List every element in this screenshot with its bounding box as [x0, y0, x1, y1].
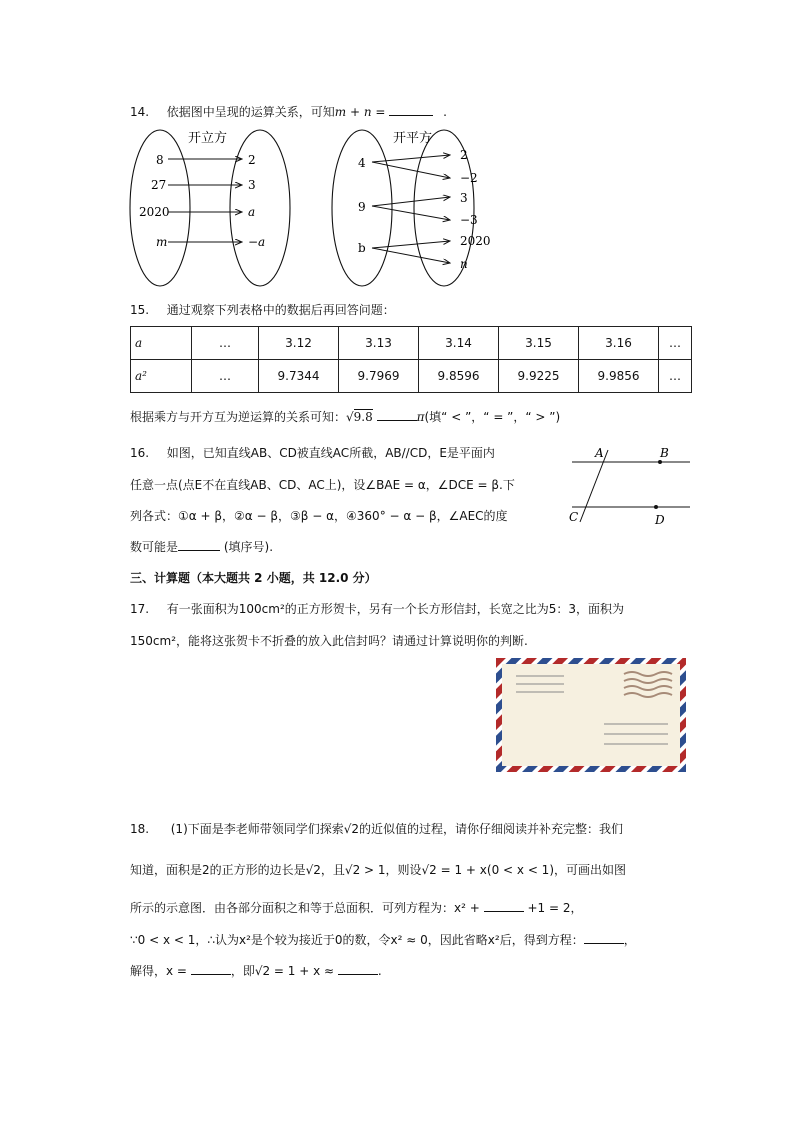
q18-text-4-post: ，: [623, 933, 636, 947]
label-C: C: [569, 510, 579, 524]
label-A: A: [595, 446, 604, 460]
right-output-6: n: [460, 257, 468, 271]
table-row: [131, 360, 692, 393]
q18-line-1: [130, 821, 623, 837]
q18-line-5: [130, 962, 382, 979]
q14-mapping-diagram: [128, 124, 498, 290]
q15-after-post: (填“ < ”，“ = ”，“ > ”): [424, 410, 561, 424]
q14-number: 14.: [130, 105, 150, 119]
left-title: 开立方: [188, 131, 228, 146]
table-cell: 3.13: [339, 327, 419, 360]
table-row: [131, 327, 692, 360]
right-input-3: b: [358, 241, 366, 255]
table-cell: …: [659, 327, 692, 360]
table-cell: 9.9225: [499, 360, 579, 393]
q17-line-1: [130, 601, 624, 617]
envelope-body: [502, 664, 680, 766]
left-input-3: 2020: [139, 205, 170, 219]
table-cell: …: [659, 360, 692, 393]
q14-answer-blank[interactable]: [389, 103, 433, 116]
q18-text-5-c: .: [377, 964, 382, 978]
q14-end: .: [443, 105, 447, 119]
q14-stem: 依据图中呈现的运算关系，可知: [166, 105, 335, 119]
q15-number: 15.: [130, 303, 150, 317]
q16-text-2: 任意一点(点E不在直线AB、CD、AC上)，设∠BAE = α，∠DCE = β.下: [130, 478, 515, 492]
q15-after-pre: 根据乘方与开方互为逆运算的关系可知：: [130, 410, 347, 424]
right-output-5: 2020: [460, 234, 491, 248]
left-output-1: 2: [248, 153, 256, 167]
right-title: 开平方: [393, 131, 433, 146]
point-D: [654, 505, 658, 509]
point-B: [658, 460, 662, 464]
q15-pi: π: [416, 410, 425, 424]
q17-text-2: 150cm²，能将这张贺卡不折叠的放入此信封吗？请通过计算说明你的判断.: [130, 634, 528, 648]
q17-text-1: 有一张面积为100cm²的正方形贺卡，另有一个长方形信封，长宽之比为5：3，面积为: [166, 602, 625, 616]
q18-text-5-b: ，即√2 = 1 + x ≈: [230, 964, 335, 978]
q18-blank-2[interactable]: [584, 931, 624, 944]
q15-stem: 通过观察下列表格中的数据后再回答问题：: [166, 303, 395, 317]
right-output-1: 2: [460, 148, 468, 162]
right-input-1: 4: [358, 156, 366, 170]
q18-number: 18.: [130, 822, 150, 836]
q15-answer-blank[interactable]: [377, 408, 417, 421]
table-cell: 3.14: [419, 327, 499, 360]
right-arrow-b-2020: [372, 241, 450, 248]
table-cell: 3.15: [499, 327, 579, 360]
table-cell: 9.7969: [339, 360, 419, 393]
q16-text-4-pre: 数可能是: [130, 540, 179, 554]
q18-blank-3[interactable]: [191, 962, 231, 975]
table-cell: 9.8596: [419, 360, 499, 393]
table-cell: …: [192, 360, 259, 393]
table-cell: 3.16: [579, 327, 659, 360]
q18-line-2: [130, 862, 626, 878]
q15-conclusion: [130, 408, 560, 425]
q16-line-1: [130, 445, 495, 461]
q15-text: [130, 302, 395, 318]
q18-text-4-pre: ∵0 < x < 1，∴认为x²是个较为接近于0的数，令x² ≈ 0，因此省略x²后，得到方程：: [130, 933, 584, 947]
q18-line-4: [130, 931, 636, 948]
left-output-ellipse: [230, 130, 290, 286]
q18-text-3-post: +1 = 2，: [527, 901, 583, 915]
right-arrow-9-3: [372, 197, 450, 206]
q17-line-2: [130, 633, 528, 649]
table-cell: 9.7344: [259, 360, 339, 393]
q16-number: 16.: [130, 446, 150, 460]
right-output-3: 3: [460, 191, 468, 205]
label-B: B: [660, 446, 669, 460]
left-input-4: m: [156, 235, 168, 249]
q15-data-table: [130, 326, 692, 393]
q16-answer-blank[interactable]: [178, 538, 220, 551]
sqrt-sign: √: [346, 410, 354, 424]
q16-parallel-lines-figure: [566, 444, 696, 530]
label-D: D: [655, 513, 665, 527]
table-cell: a: [131, 327, 192, 360]
q16-line-3: [130, 508, 508, 524]
table-cell: 3.12: [259, 327, 339, 360]
q16-text-4-post: (填序号).: [223, 540, 274, 554]
left-input-2: 27: [151, 178, 167, 192]
right-output-4: −3: [460, 213, 478, 227]
right-input-2: 9: [358, 200, 366, 214]
section-3-title: 三、计算题（本大题共 2 小题，共 12.0 分）: [130, 571, 377, 585]
right-arrow-4-2: [372, 155, 450, 162]
q18-blank-4[interactable]: [338, 962, 378, 975]
left-output-2: 3: [248, 178, 256, 192]
q16-line-4: [130, 538, 273, 555]
left-output-4: −a: [248, 235, 266, 249]
q18-blank-1[interactable]: [484, 899, 524, 912]
table-cell: 9.9856: [579, 360, 659, 393]
left-output-3: a: [248, 205, 256, 219]
envelope-image: [496, 658, 688, 774]
right-arrow-4-neg2: [372, 162, 450, 178]
q18-text-2: 知道，面积是2的正方形的边长是√2，且√2 > 1，则设√2 = 1 + x(0 < x < 1)，可画出如图: [130, 863, 627, 877]
table-cell: a²: [131, 360, 192, 393]
q18-text-1: (1)下面是李老师带领同学们探索√2的近似值的过程，请你仔细阅读并补充完整：我们: [170, 822, 624, 836]
right-output-2: −2: [460, 171, 478, 185]
q18-text-5-a: 解得，x =: [130, 964, 187, 978]
q17-number: 17.: [130, 602, 150, 616]
q16-text-1: 如图，已知直线AB、CD被直线AC所截，AB//CD，E是平面内: [166, 446, 495, 460]
q15-sqrt-value: 9.8: [353, 410, 373, 424]
q18-line-3: [130, 899, 582, 916]
q16-text-3: 列各式：①α + β，②α − β，③β − α，④360° − α − β，∠AEC的度: [130, 509, 508, 523]
q14-expr: m + n =: [334, 105, 386, 119]
q16-line-2: [130, 477, 515, 493]
right-arrow-9-neg3: [372, 206, 450, 220]
left-input-1: 8: [156, 153, 164, 167]
table-cell: …: [192, 327, 259, 360]
q14-text: [130, 103, 447, 120]
line-AC: [580, 450, 608, 522]
q18-text-3-pre: 所示的示意图．由各部分面积之和等于总面积．可列方程为：x² +: [130, 901, 480, 915]
